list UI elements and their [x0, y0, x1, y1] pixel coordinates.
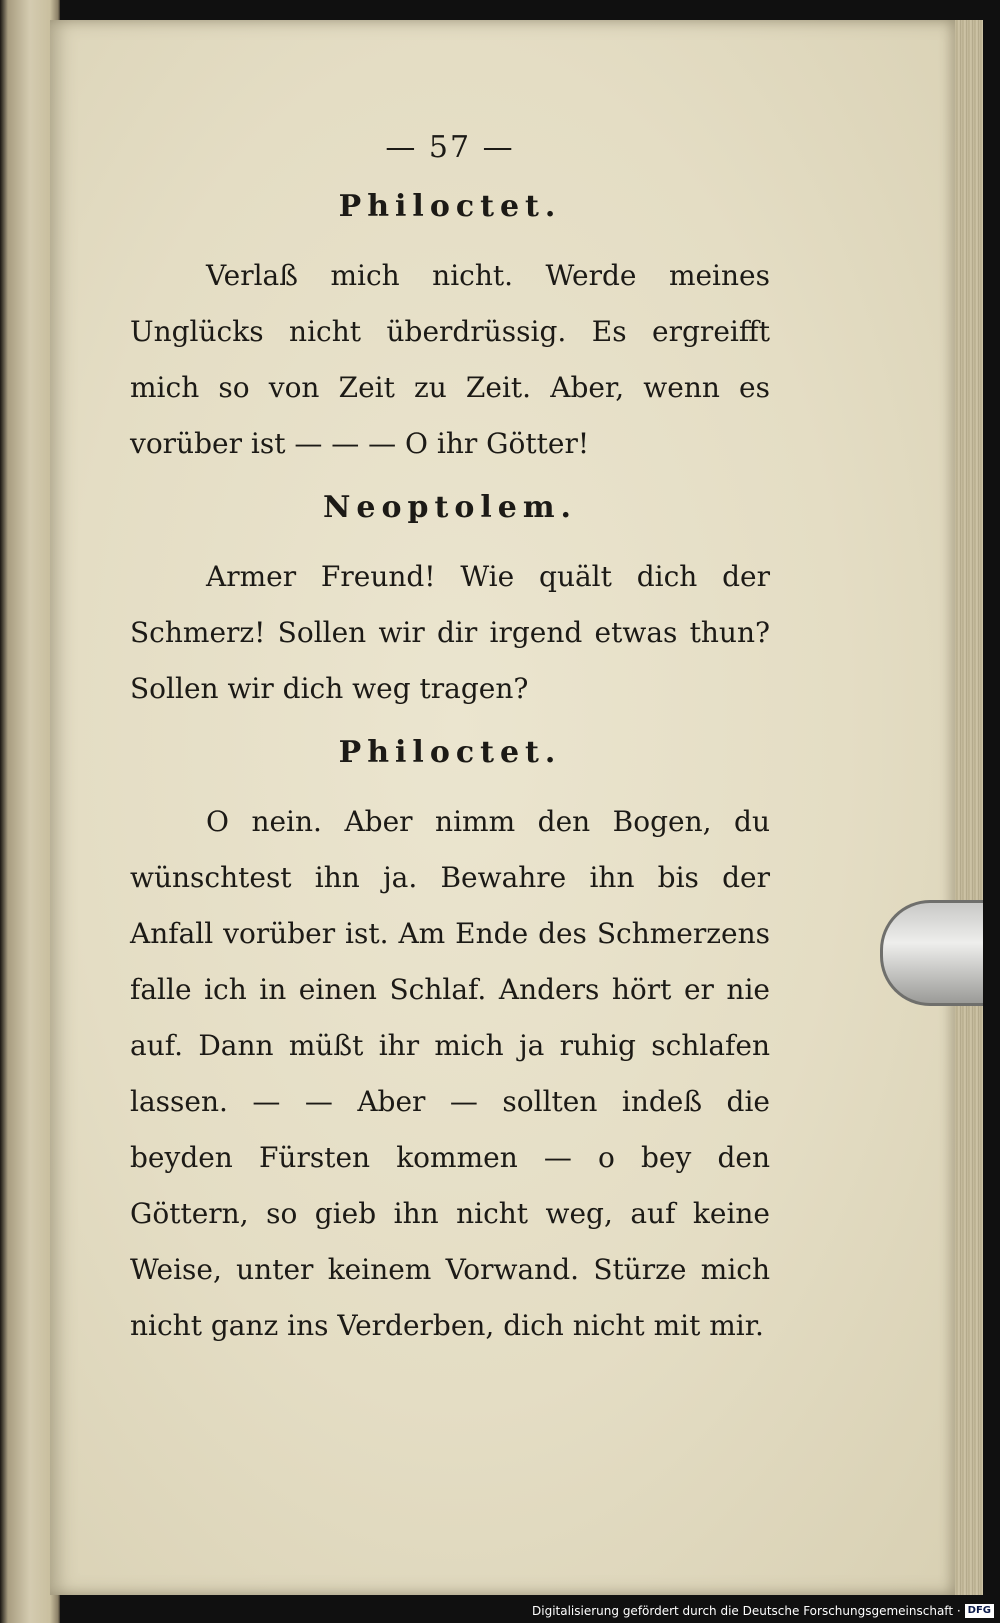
credit-text: Digitalisierung gefördert durch die Deutsche Forschungsgemeinschaft ·	[532, 1604, 961, 1618]
speaker-name: Neoptolem.	[322, 490, 578, 525]
speaker-name: Philoctet.	[338, 189, 562, 224]
page-number: — 57 —	[385, 130, 515, 165]
speech-passage: Verlaß mich nicht. Werde meines Unglücks nicht überdrüssig. Es ergreifft mich so von Zeit zu Zeit. Aber, wenn es vorüber ist — — — O ihr Götter!	[130, 259, 770, 460]
speech-passage: O nein. Aber nimm den Bogen, du wünschtest ihn ja. Bewahre ihn bis der Anfall vorüber ist. Am Ende des Schmerzens falle ich in einen Schlaf. Anders hört er nie auf. Dann müßt ihr mich ja ruhig schlafen lassen. — — Aber — sollten indeß die beyden Fürsten kommen — o bey den Göttern, so gieb ihn nicht weg, auf keine Weise, unter keinem Vorwand. Stürze mich nicht ganz ins Verderben, dich nicht mit mir.	[130, 805, 770, 1342]
digitization-credit	[532, 1601, 994, 1621]
dfg-logo: DFG	[965, 1604, 994, 1618]
page-holder-clip	[880, 900, 983, 1006]
page-block-edge	[955, 20, 983, 1595]
speech-passage: Armer Freund! Wie quält dich der Schmerz! Sollen wir dir irgend etwas thun? Sollen wir dich weg tragen?	[130, 560, 770, 705]
page-text-block	[130, 130, 770, 1372]
speaker-name: Philoctet.	[338, 735, 562, 770]
